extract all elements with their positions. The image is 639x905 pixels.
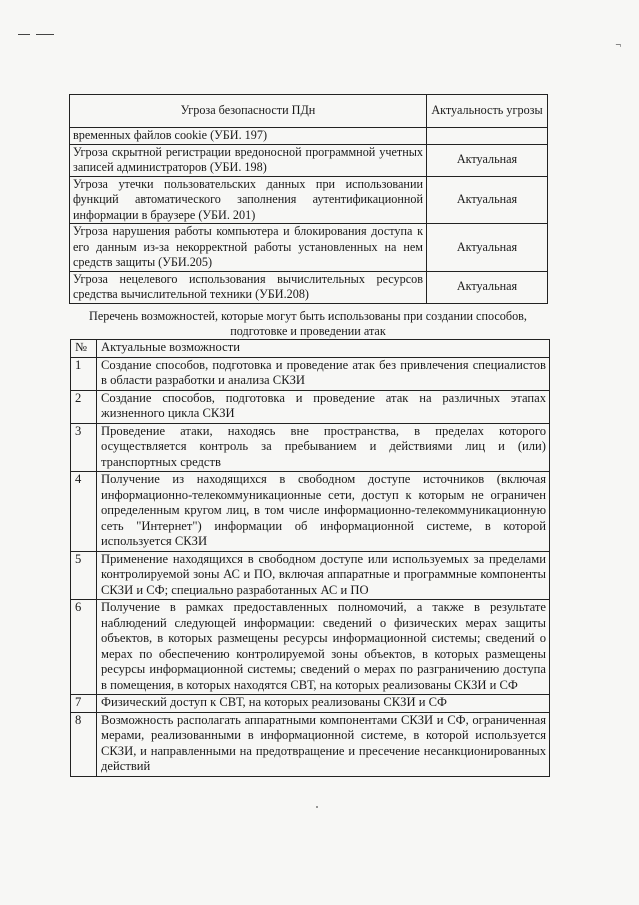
- threat-text: Угроза нецелевого использования вычислительных ресурсов средства вычислительной техники (УБИ.208): [70, 271, 427, 303]
- capability-number: 5: [71, 551, 97, 600]
- capability-text: Проведение атаки, находясь вне пространства, в пределах которого осуществляется контроль за пребыванием и действиями лиц и (или) транспортных средств: [97, 423, 550, 472]
- threats-header-relevance: Актуальность угрозы: [427, 95, 548, 128]
- table-row: [71, 551, 550, 600]
- table-row: [70, 271, 548, 303]
- capabilities-caption: Перечень возможностей, которые могут быть использованы при создании способов, подготовке и проведении атак: [89, 309, 527, 338]
- capability-text: Физический доступ к СВТ, на которых реализованы СКЗИ и СФ: [97, 695, 550, 713]
- threats-header-threat: Угроза безопасности ПДн: [70, 95, 427, 128]
- table-row: [70, 144, 548, 176]
- capabilities-table: [70, 339, 550, 777]
- threat-status: Актуальная: [427, 271, 548, 303]
- threat-status: Актуальная: [427, 224, 548, 272]
- threats-table-header: [70, 95, 548, 128]
- threat-text: Угроза нарушения работы компьютера и блокирования доступа к его данным из-за некорректной работы установленных на нем средств защиты (УБИ.205): [70, 224, 427, 272]
- threats-table: [69, 94, 548, 304]
- capabilities-header-number: №: [71, 340, 97, 358]
- scan-speck: [316, 806, 318, 808]
- table-row: [71, 472, 550, 552]
- capability-text: Возможность располагать аппаратными компонентами СКЗИ и СФ, ограниченная мерами, реализованными в информационной системе, в которой используется СКЗИ, и направленными на предотвращение и пресечение несанкционированных действий: [97, 712, 550, 776]
- table-row: [71, 695, 550, 713]
- table-row: [71, 600, 550, 695]
- capability-number: 8: [71, 712, 97, 776]
- capability-text: Получение в рамках предоставленных полномочий, а также в результате наблюдений следующей информации: сведений о физических мерах защиты объектов, в которых размещены ресурсы информационной системы; сведений о мерах по обеспечению контролируемой зоны объектов, в которых размещены ресурсы информационной системы; сведений о мерах по разграничению доступа в помещения, в которых находятся СВТ, на которых реализованы СКЗИ и СФ: [97, 600, 550, 695]
- table-row: [70, 176, 548, 224]
- capability-number: 3: [71, 423, 97, 472]
- table-row: [71, 390, 550, 423]
- table-row: [70, 224, 548, 272]
- threat-status: Актуальная: [427, 144, 548, 176]
- capability-number: 6: [71, 600, 97, 695]
- table-row: [71, 712, 550, 776]
- table-row: [71, 423, 550, 472]
- capability-number: 7: [71, 695, 97, 713]
- capability-text: Применение находящихся в свободном доступе или используемых за пределами контролируемой зоны АС и ПО, включая аппаратные и программные компоненты СКЗИ и СФ; специально разработанных АС и ПО: [97, 551, 550, 600]
- threat-text: Угроза утечки пользовательских данных при использовании функций автоматического заполнения аутентификационной информации в браузере (УБИ. 201): [70, 176, 427, 224]
- capabilities-header-title: Актуальные возможности: [97, 340, 550, 358]
- table-row: [71, 357, 550, 390]
- scan-mark: [18, 34, 58, 36]
- threat-status: Актуальная: [427, 176, 548, 224]
- threat-status: [427, 128, 548, 145]
- capability-number: 2: [71, 390, 97, 423]
- scan-corner-mark: ¬: [615, 40, 621, 51]
- table-row: [70, 128, 548, 145]
- capability-text: Создание способов, подготовка и проведение атак без привлечения специалистов в области разработки и анализа СКЗИ: [97, 357, 550, 390]
- capability-number: 4: [71, 472, 97, 552]
- threat-text: Угроза скрытной регистрации вредоносной программной учетных записей администраторов (УБИ. 198): [70, 144, 427, 176]
- capabilities-table-header: [71, 340, 550, 358]
- capability-text: Получение из находящихся в свободном доступе источников (включая информационно-телекоммуникационные сети, доступ к которым не ограничен определенным кругом лиц, в том числе информационно-телекоммуникационную сеть "Интернет") информации об информационной системе, в которой используется СКЗИ: [97, 472, 550, 552]
- threat-text: временных файлов cookie (УБИ. 197): [70, 128, 427, 145]
- capability-number: 1: [71, 357, 97, 390]
- capability-text: Создание способов, подготовка и проведение атак на различных этапах жизненного цикла СКЗИ: [97, 390, 550, 423]
